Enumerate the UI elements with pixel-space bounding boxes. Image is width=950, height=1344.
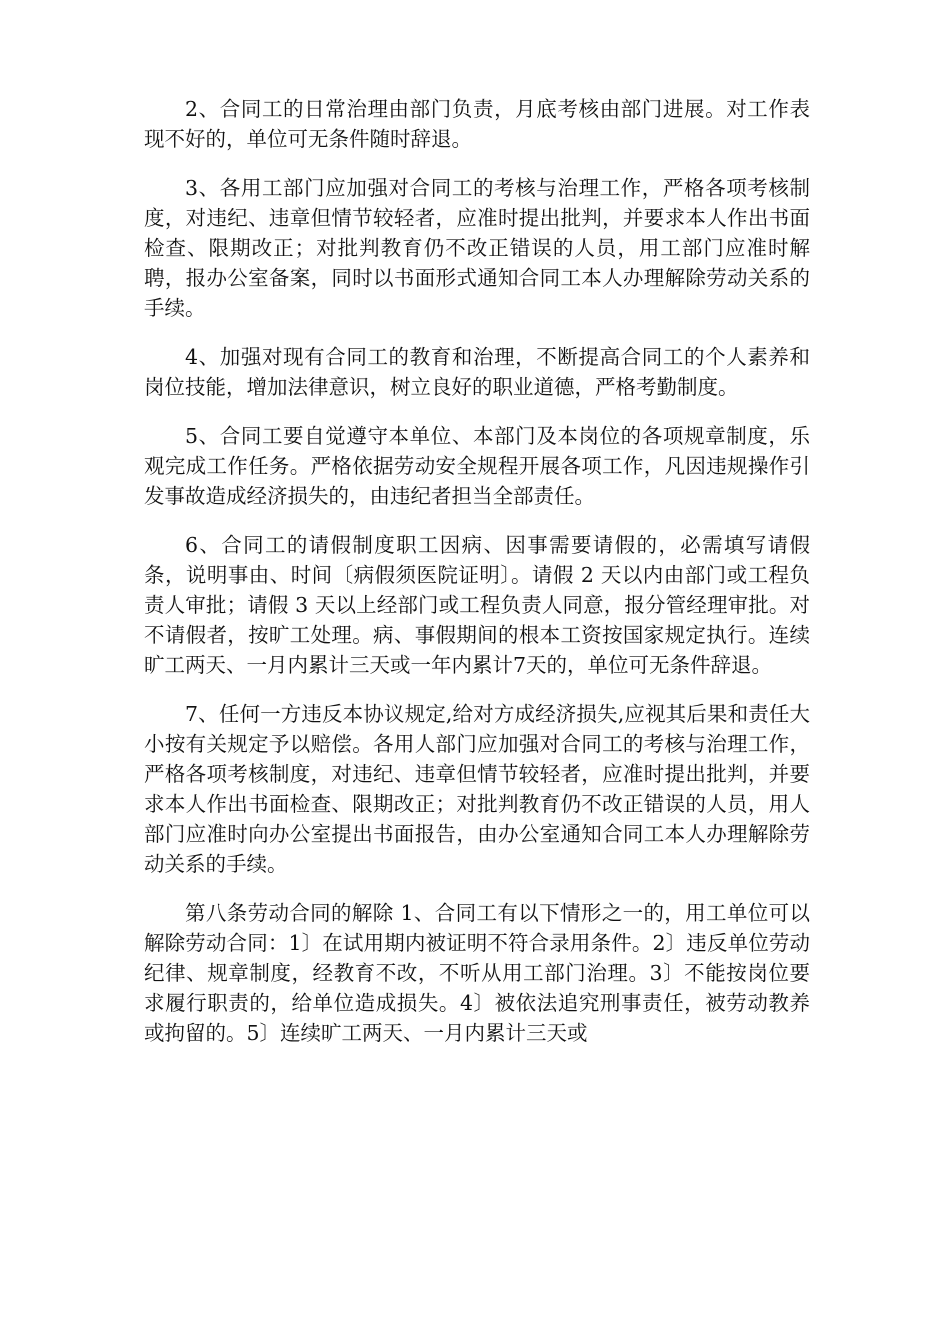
document-body <box>144 94 810 1067</box>
paragraph-item-4: 4、加强对现有合同工的教育和治理，不断提高合同工的个人素养和岗位技能，增加法律意识，树立良好的职业道德，严格考勤制度。 <box>144 345 810 399</box>
paragraph-item-2: 2、合同工的日常治理由部门负责，月底考核由部门进展。对工作表现不好的，单位可无条件随时辞退。 <box>144 97 810 151</box>
paragraph-item-5: 5、合同工要自觉遵守本单位、本部门及本岗位的各项规章制度，乐观完成工作任务。严格依据劳动安全规程开展各项工作，凡因违规操作引发事故造成经济损失的，由违纪者担当全部责任。 <box>144 424 810 508</box>
paragraph-item-3: 3、各用工部门应加强对合同工的考核与治理工作，严格各项考核制度，对违纪、违章但情节较轻者，应准时提出批判，并要求本人作出书面检查、限期改正；对批判教育仍不改正错误的人员，用工部门应准时解聘，报办公室备案，同时以书面形式通知合同工本人办理解除劳动关系的手续。 <box>144 176 810 320</box>
paragraph-item-6: 6、合同工的请假制度职工因病、因事需要请假的，必需填写请假条，说明事由、时间〔病假须医院证明〕。请假 2 天以内由部门或工程负责人审批；请假 3 天以上经部门或工程负责人同意，报分管经理审批。对不请假者，按旷工处理。病、事假期间的根本工资按国家规定执行。连续旷工两天、一月内累计三天或一年内累计7天的，单位可无条件辞退。 <box>144 533 810 677</box>
paragraph-article-8: 第八条劳动合同的解除 1、合同工有以下情形之一的，用工单位可以解除劳动合同：1〕在试用期内被证明不符合录用条件。2〕违反单位劳动纪律、规章制度，经教育不改，不听从用工部门治理。3〕不能按岗位要求履行职责的，给单位造成损失。4〕被依法追究刑事责任，被劳动教养或拘留的。5〕连续旷工两天、一月内累计三天或 <box>144 901 810 1045</box>
paragraph-item-7: 7、任何一方违反本协议规定,给对方成经济损失,应视其后果和责任大小按有关规定予以赔偿。各用人部门应加强对合同工的考核与治理工作，严格各项考核制度，对违纪、违章但情节较轻者，应准时提出批判，并要求本人作出书面检查、限期改正；对批判教育仍不改正错误的人员，用人部门应准时向办公室提出书面报告，由办公室通知合同工本人办理解除劳动关系的手续。 <box>144 702 810 876</box>
